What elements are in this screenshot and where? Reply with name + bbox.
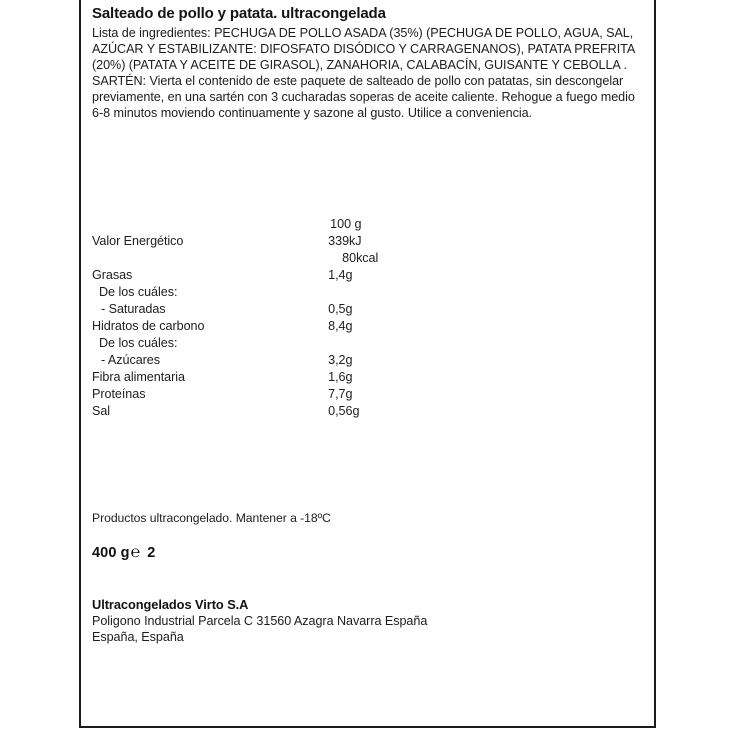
- nutrition-row-value: 1,4g: [328, 267, 353, 282]
- nutrition-row-value: [322, 335, 437, 352]
- label-frame: [79, 0, 656, 728]
- table-row: [92, 267, 437, 284]
- nutrition-row-value: 1,6g: [328, 369, 353, 384]
- company-address-line-2: España, España: [92, 630, 184, 645]
- nutrition-row-label: Proteínas: [92, 386, 146, 401]
- nutrition-row-value: 339kJ: [328, 233, 362, 248]
- company-address-line-1: Poligono Industrial Parcela C 31560 Azagra Navarra España: [92, 613, 428, 628]
- nutrition-row-value: 0,5g: [328, 301, 353, 316]
- nutrition-row-label: Sal: [92, 403, 111, 418]
- nutrition-row-label: Valor Energético: [92, 233, 184, 248]
- nutrition-row-label: - Azúcares: [101, 352, 160, 367]
- table-row: [92, 335, 437, 352]
- nutrition-row-value: 0,56g: [328, 403, 360, 418]
- nutrition-header-label: [92, 216, 322, 233]
- table-row: [92, 352, 437, 369]
- nutrition-row-value: 3,2g: [328, 352, 353, 367]
- nutrition-row-label: Hidratos de carbono: [92, 318, 205, 333]
- cooking-instructions: SARTÉN: Vierta el contenido de este paquete de salteado de pollo con patatas, sin descongelar previamente, en una sartén con 3 cucharadas soperas de aceite caliente. Rehogue a fuego medio 6-8 minutos moviendo continuamente y sazone al gusto. Utilice a conveniencia.: [92, 74, 635, 121]
- net-weight-line: [92, 544, 644, 562]
- product-title: Salteado de pollo y patata. ultracongelada: [92, 5, 386, 22]
- unit-count: 2: [147, 544, 156, 561]
- table-row: [92, 233, 437, 250]
- nutrition-header-row: [92, 216, 437, 233]
- table-row: [92, 301, 437, 318]
- company-name: Ultracongelados Virto S.A: [92, 596, 249, 612]
- ingredients-list: Lista de ingredientes: PECHUGA DE POLLO ASADA (35%) (PECHUGA DE POLLO, AGUA, SAL, AZÚCAR Y ESTABILIZANTE: DIFOSFATO DISÓDICO Y CARRAGENANOS), PATATA PREFRITA (20%) (PATATA Y ACEITE DE GIRASOL), ZANAHORIA, CALABACÍN, GUISANTE Y CEBOLLA .: [92, 26, 635, 73]
- nutrition-row-label: - Saturadas: [101, 301, 166, 316]
- table-row: [92, 386, 437, 403]
- table-row: [92, 369, 437, 386]
- nutrition-row-value: 80kcal: [342, 250, 379, 265]
- nutrition-table-body: [92, 216, 437, 420]
- storage-instructions: Productos ultracongelado. Mantener a -18ºC: [92, 510, 331, 525]
- nutrition-row-value: [322, 284, 437, 301]
- nutrition-row-label: Grasas: [92, 267, 133, 282]
- table-row: [92, 403, 437, 420]
- nutrition-row-label: De los cuáles:: [99, 335, 178, 350]
- table-row: [92, 250, 437, 267]
- nutrition-row-label: Fibra alimentaria: [92, 369, 185, 384]
- nutrition-table: [92, 216, 437, 420]
- table-row: [92, 284, 437, 301]
- nutrition-serving-header: 100 g: [330, 216, 362, 231]
- nutrition-row-value: 7,7g: [328, 386, 353, 401]
- net-weight-value: 400 g: [92, 544, 130, 561]
- nutrition-row-label: De los cuáles:: [99, 284, 178, 299]
- company-block: [92, 596, 644, 646]
- label-content: [81, 0, 654, 646]
- nutrition-row-label: [92, 250, 322, 267]
- nutrition-row-value: 8,4g: [328, 318, 353, 333]
- estimated-sign-icon: ℮: [130, 543, 141, 561]
- table-row: [92, 318, 437, 335]
